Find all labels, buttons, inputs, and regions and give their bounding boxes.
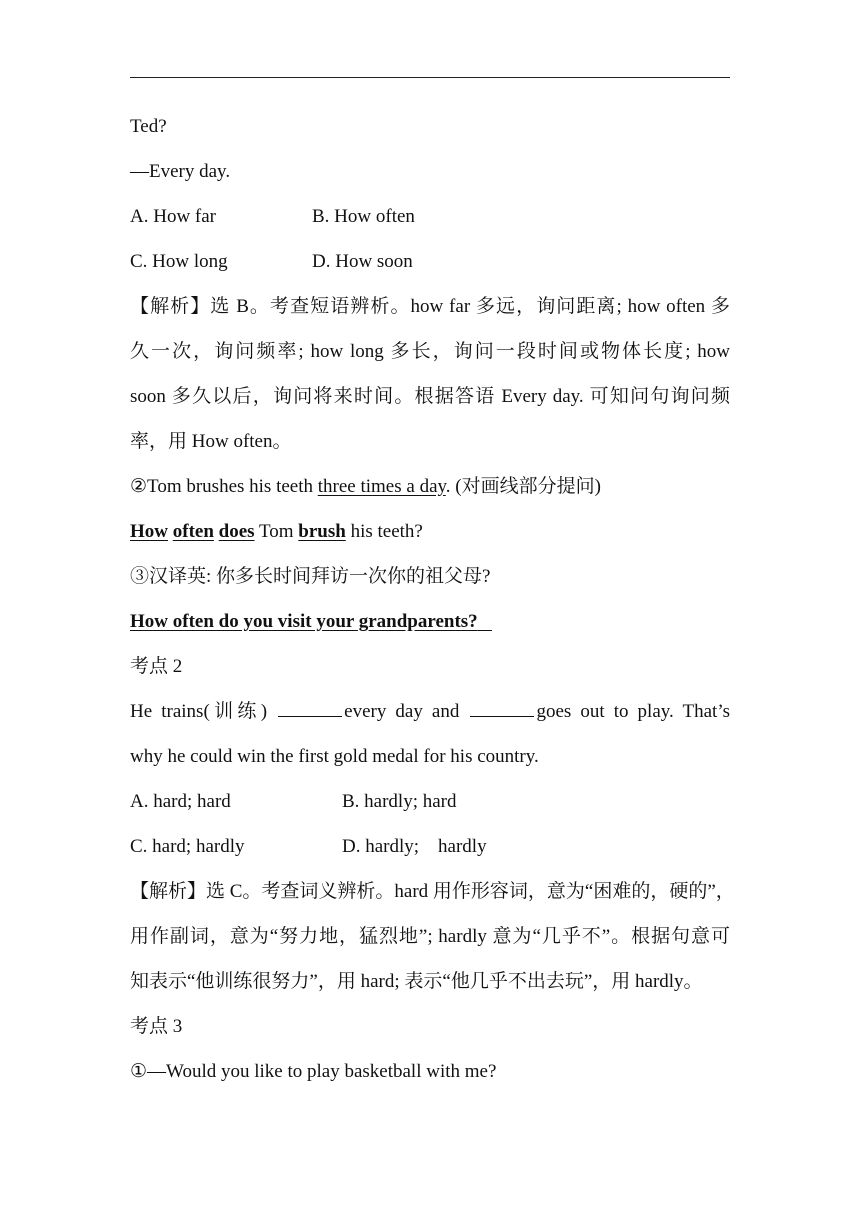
answer-word: How (130, 521, 168, 542)
question-text: goes out to play. That’s (536, 701, 731, 722)
translation-answer (130, 599, 730, 644)
rewrite-answer (130, 509, 730, 554)
underlined-phrase: three times a day (317, 476, 446, 497)
answer-line: —Every day. (130, 161, 231, 182)
option-c: C. How long (130, 251, 228, 272)
option-b: B. How often (312, 206, 415, 227)
analysis-line: 率，用 How often。 (130, 431, 292, 452)
answer-text: his teeth? (345, 521, 423, 542)
options-row-2 (130, 824, 730, 869)
document-body (130, 104, 735, 1094)
option-a: A. How far (130, 206, 217, 227)
section-heading: 考点 2 (130, 656, 183, 677)
question-text: every day and (344, 701, 469, 722)
rewrite-suffix: . (对画线部分提问) (445, 476, 601, 497)
section-heading: 考点 3 (130, 1016, 183, 1037)
options-row-1 (130, 194, 730, 239)
options-row-1 (130, 779, 730, 824)
analysis-line: 【解析】选 B。考查短语辨析。how far 多远，询问距离; how often 多 (130, 296, 730, 317)
header-rule (130, 77, 730, 78)
option-c: C. hard; hardly (130, 836, 245, 857)
answer-word: does (218, 521, 255, 542)
rewrite-question (130, 464, 730, 509)
question-continuation: Ted? (130, 116, 167, 137)
option-d: D. How soon (312, 251, 413, 272)
option-a: A. hard; hard (130, 791, 231, 812)
analysis-line: 【解析】选 C。考查词义辨析。hard 用作形容词，意为“困难的，硬的”， (130, 881, 735, 902)
options-row-2 (130, 239, 730, 284)
rewrite-prefix: ②Tom brushes his teeth (130, 476, 318, 497)
translation-answer-text: How often do you visit your grandparents? (130, 611, 478, 632)
answer-word: brush (298, 521, 346, 542)
option-b: B. hardly; hard (342, 791, 457, 812)
question-line (130, 689, 730, 734)
question-line: ①—Would you like to play basketball with me? (130, 1061, 497, 1082)
analysis-line: 用作副词，意为“努力地，猛烈地”; hardly 意为“几乎不”。根据句意可 (130, 926, 730, 947)
question-text: He trains(训练) (130, 701, 277, 722)
answer-blank (470, 699, 534, 717)
translation-prompt: ③汉译英: 你多长时间拜访一次你的祖父母? (130, 566, 491, 587)
answer-word: often (172, 521, 214, 542)
answer-blank (278, 699, 342, 717)
analysis-line: soon 多久以后，询问将来时间。根据答语 Every day. 可知问句询问频 (130, 386, 730, 407)
answer-text: Tom (254, 521, 299, 542)
analysis-line: 知表示“他训练很努力”，用 hard; 表示“他几乎不出去玩”，用 hardly。 (130, 971, 703, 992)
question-line: why he could win the first gold medal for his country. (130, 746, 539, 767)
option-d: D. hardly; hardly (342, 836, 487, 857)
analysis-line: 久一次，询问频率; how long 多长，询问一段时间或物体长度; how (130, 341, 730, 362)
